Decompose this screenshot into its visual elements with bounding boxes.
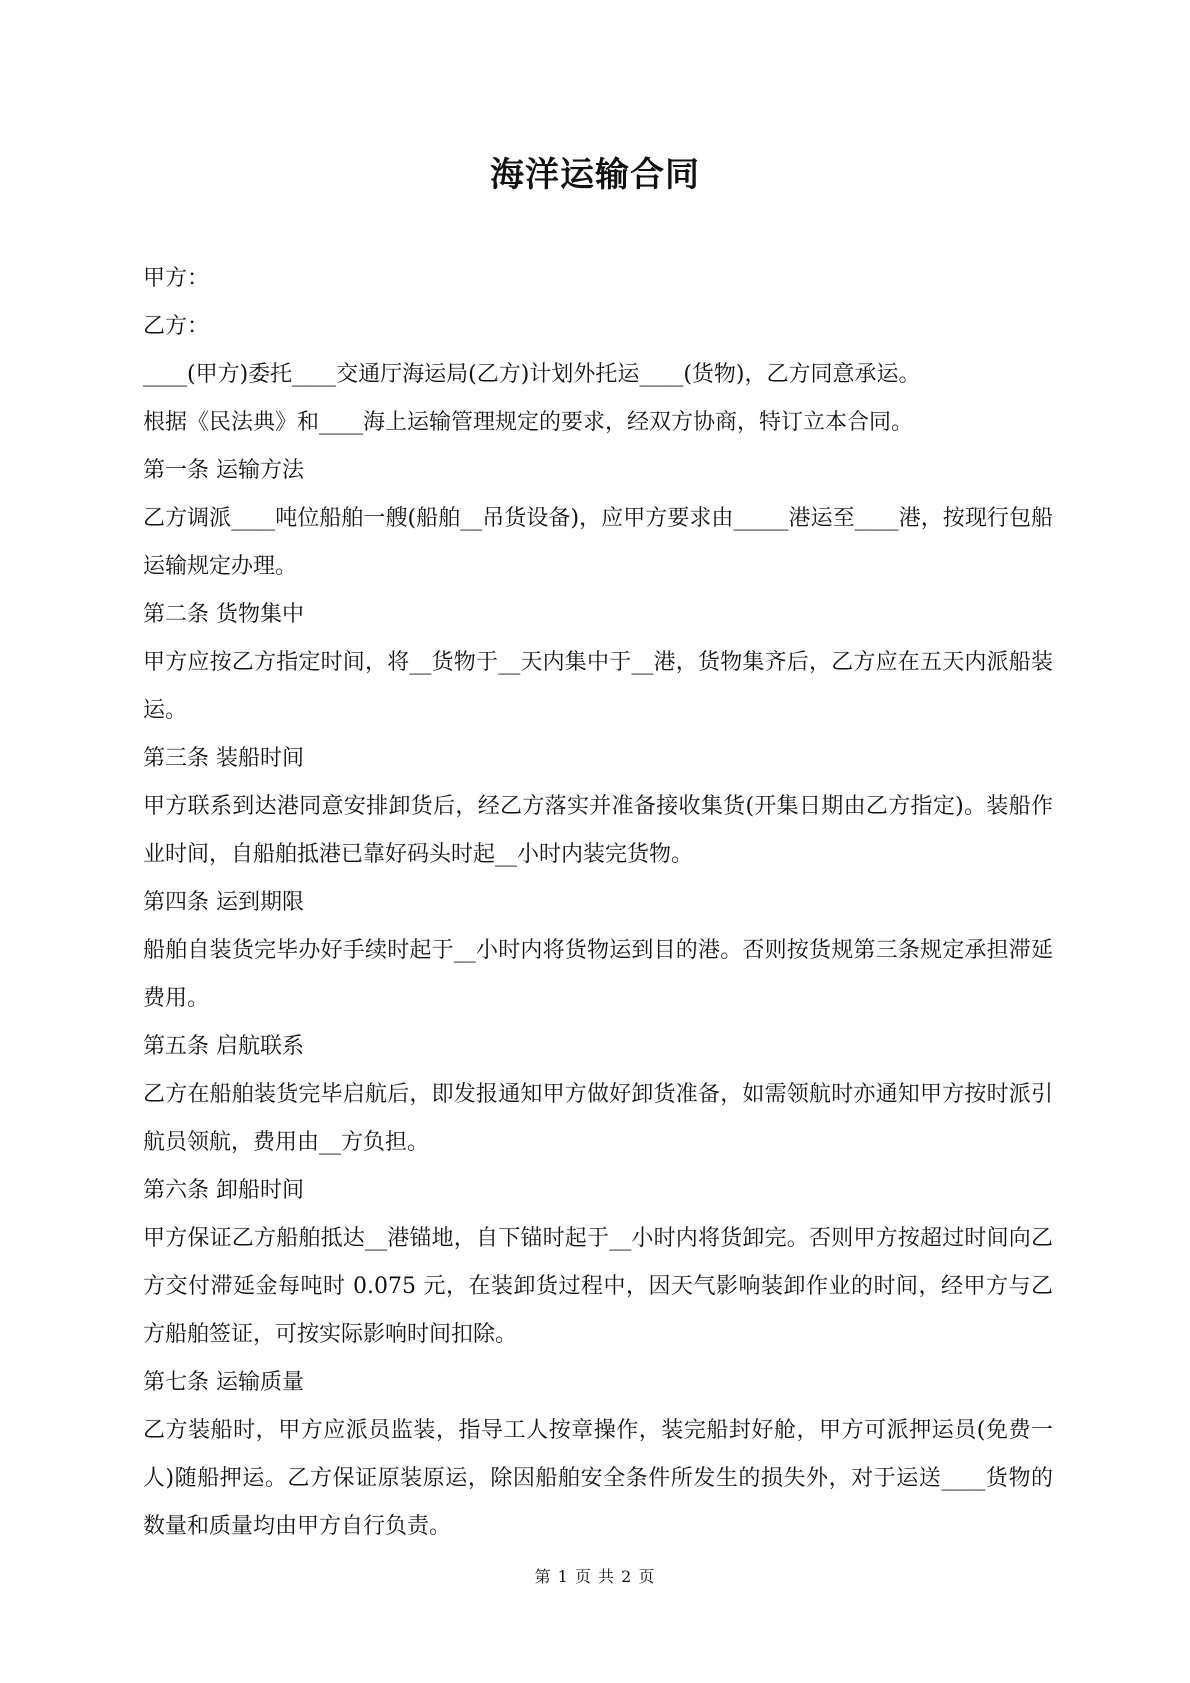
party-a-line: 甲方： [143,266,210,291]
article-6-heading: 第六条 卸船时间 [143,1178,304,1203]
article-5-heading: 第五条 启航联系 [143,1034,304,1059]
article-7-text: 乙方装船时，甲方应派员监装，指导工人按章操作，装完船封好舱，甲方可派押运员(免费一人)随船押运。乙方保证原装原运，除因船舶安全条件所发生的损失外，对于运送____货物的数量和质量均由甲方自行负责。 [143,1418,1053,1539]
document-body [143,255,1053,1551]
intro-paragraph: ____(甲方)委托____交通厅海运局(乙方)计划外托运____(货物)，乙方同意承运。 [143,362,921,387]
article-3-heading: 第三条 装船时间 [143,746,304,771]
article-4-text: 船舶自装货完毕办好手续时起于__小时内将货物运到目的港。否则按货规第三条规定承担滞延费用。 [143,938,1053,1011]
article-6-text: 甲方保证乙方船舶抵达__港锚地，自下锚时起于__小时内将货卸完。否则甲方按超过时间向乙方交付滞延金每吨时 0.075 元，在装卸货过程中，因天气影响装卸作业的时间，经甲方与乙方船舶签证，可按实际影响时间扣除。 [143,1226,1053,1347]
article-2-text: 甲方应按乙方指定时间，将__货物于__天内集中于__港，货物集齐后，乙方应在五天内派船装运。 [143,650,1053,723]
article-1-text: 乙方调派____吨位船舶一艘(船舶__吊货设备)，应甲方要求由_____港运至____港，按现行包船运输规定办理。 [143,506,1053,579]
article-2-heading: 第二条 货物集中 [143,602,304,627]
document-title: 海洋运输合同 [490,155,700,195]
page-number-footer: 第 1 页 共 2 页 [534,1567,656,1586]
party-b-line: 乙方： [143,314,210,339]
article-7-heading: 第七条 运输质量 [143,1370,304,1395]
basis-paragraph: 根据《民法典》和____海上运输管理规定的要求，经双方协商，特订立本合同。 [143,410,914,435]
article-4-heading: 第四条 运到期限 [143,890,304,915]
article-1-heading: 第一条 运输方法 [143,458,304,483]
article-3-text: 甲方联系到达港同意安排卸货后，经乙方落实并准备接收集货(开集日期由乙方指定)。装船作业时间，自船舶抵港已靠好码头时起__小时内装完货物。 [143,794,1053,867]
article-5-text: 乙方在船舶装货完毕启航后，即发报通知甲方做好卸货准备，如需领航时亦通知甲方按时派引航员领航，费用由__方负担。 [143,1082,1053,1155]
